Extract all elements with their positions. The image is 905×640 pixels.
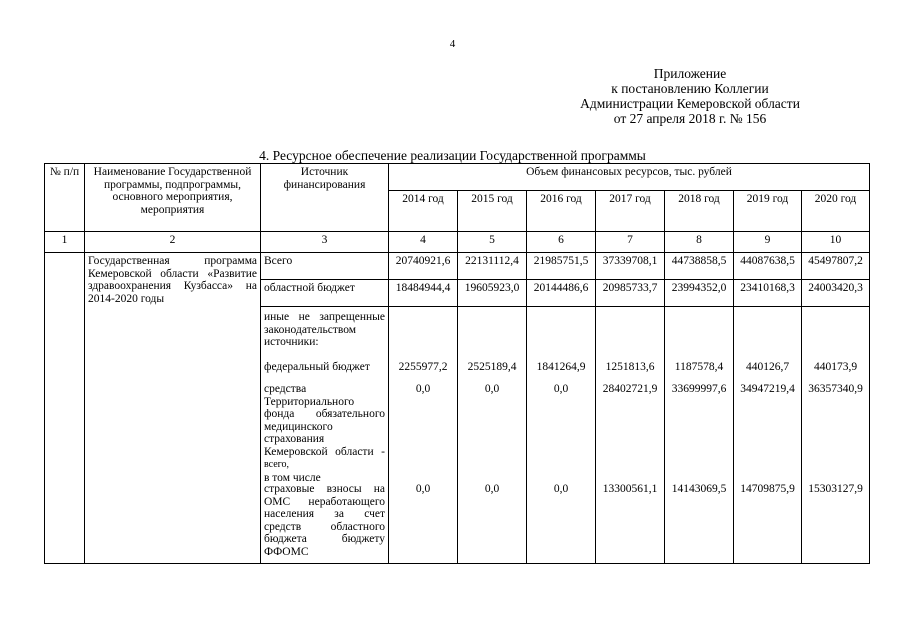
value-cell: 44738858,5 (665, 253, 734, 280)
value-cell: 440173,9 (813, 361, 858, 373)
source-tfoms (261, 379, 388, 484)
resource-table (44, 163, 870, 564)
value-column-2020 (802, 307, 870, 564)
column-number: 1 (45, 232, 85, 253)
value-cell: 0,0 (415, 483, 431, 495)
value-cell: 2525189,4 (467, 361, 517, 373)
value-cell: 18484944,4 (389, 280, 458, 307)
appendix-line-4: от 27 апреля 2018 г. № 156 (613, 111, 767, 126)
value-cell: 45497807,2 (802, 253, 870, 280)
value-column-2015 (458, 307, 527, 564)
value-cell: 34947219,4 (740, 383, 795, 395)
header-year-2014: 2014 год (389, 191, 458, 232)
section-title: 4. Ресурсное обеспечение реализации Государственной программы (259, 148, 646, 163)
value-cell: 0,0 (415, 383, 431, 395)
value-cell: 20740921,6 (389, 253, 458, 280)
column-number: 9 (734, 232, 802, 253)
value-column-2019 (734, 307, 802, 564)
header-year-2017: 2017 год (596, 191, 665, 232)
value-cell: 1841264,9 (536, 361, 586, 373)
value-column-2018 (665, 307, 734, 564)
source-federal-budget: федеральный бюджет (264, 361, 370, 373)
column-number: 2 (85, 232, 261, 253)
header-row-1 (45, 164, 870, 191)
program-name: Государственная программа Кемеровской области «Развитие здравоохранения Кузбасса» на 2014-2020 годы (85, 253, 261, 564)
value-cell: 0,0 (484, 383, 500, 395)
value-cell: 28402721,9 (602, 383, 658, 395)
source-tfoms-main: средства Территориального фонда обязательного медицинского страхования Кемеровской области - (264, 383, 385, 458)
value-cell: 13300561,1 (602, 483, 658, 495)
header-year-2020: 2020 год (802, 191, 870, 232)
value-cell: 0,0 (553, 483, 569, 495)
header-year-2019: 2019 год (734, 191, 802, 232)
source-regional-budget: областной бюджет (261, 280, 389, 307)
value-cell: 1251813,6 (605, 361, 655, 373)
header-volume: Объем финансовых ресурсов, тыс. рублей (389, 164, 870, 191)
table-row-total (45, 253, 870, 280)
column-number: 6 (527, 232, 596, 253)
header-name: Наименование Государственной программы, подпрограммы, основного мероприятия, мероприятия (85, 164, 261, 232)
value-cell: 440126,7 (745, 361, 790, 373)
value-cell: 0,0 (553, 383, 569, 395)
appendix-line-3: Администрации Кемеровской области (580, 96, 800, 111)
value-cell: 37339708,1 (596, 253, 665, 280)
value-cell: 36357340,9 (808, 383, 863, 395)
page-number: 4 (449, 38, 456, 50)
source-stack (261, 307, 389, 564)
column-number: 4 (389, 232, 458, 253)
value-cell: 23410168,3 (734, 280, 802, 307)
value-cell: 14709875,9 (740, 483, 795, 495)
value-cell: 23994352,0 (665, 280, 734, 307)
source-total: Всего (261, 253, 389, 280)
header-num: № п/п (45, 164, 85, 232)
value-cell: 1187578,4 (674, 361, 724, 373)
value-cell: 2255977,2 (398, 361, 448, 373)
source-oms-contributions: страховые взносы на ОМС неработающего населения за счет средств областного бюджета бюджету ФФОМС (264, 483, 385, 558)
appendix-line-2: к постановлению Коллегии (611, 81, 769, 96)
value-cell: 24003420,3 (802, 280, 870, 307)
value-column-2017 (596, 307, 665, 564)
value-cell: 15303127,9 (808, 483, 863, 495)
value-column-2016 (527, 307, 596, 564)
value-cell: 44087638,5 (734, 253, 802, 280)
source-tfoms-total: всего, (264, 459, 290, 470)
value-cell: 20144486,6 (527, 280, 596, 307)
source-tfoms-including: в том числе (264, 471, 321, 484)
column-number: 5 (458, 232, 527, 253)
program-num-cell (45, 253, 85, 564)
column-number: 10 (802, 232, 870, 253)
source-other: иные не запрещенные законодательством источники: (264, 311, 385, 348)
appendix-line-1: Приложение (653, 66, 727, 81)
value-cell: 19605923,0 (458, 280, 527, 307)
value-cell: 0,0 (484, 483, 500, 495)
column-number: 8 (665, 232, 734, 253)
value-cell: 14143069,5 (671, 483, 727, 495)
header-year-2016: 2016 год (527, 191, 596, 232)
value-cell: 33699997,6 (671, 383, 727, 395)
column-number: 7 (596, 232, 665, 253)
value-cell: 20985733,7 (596, 280, 665, 307)
header-year-2018: 2018 год (665, 191, 734, 232)
appendix-block (560, 66, 820, 126)
value-cell: 21985751,5 (527, 253, 596, 280)
header-year-2015: 2015 год (458, 191, 527, 232)
value-column-2014 (389, 307, 458, 564)
column-number: 3 (261, 232, 389, 253)
header-source: Источник финансирования (261, 164, 389, 232)
value-cell: 22131112,4 (458, 253, 527, 280)
column-number-row (45, 232, 870, 253)
